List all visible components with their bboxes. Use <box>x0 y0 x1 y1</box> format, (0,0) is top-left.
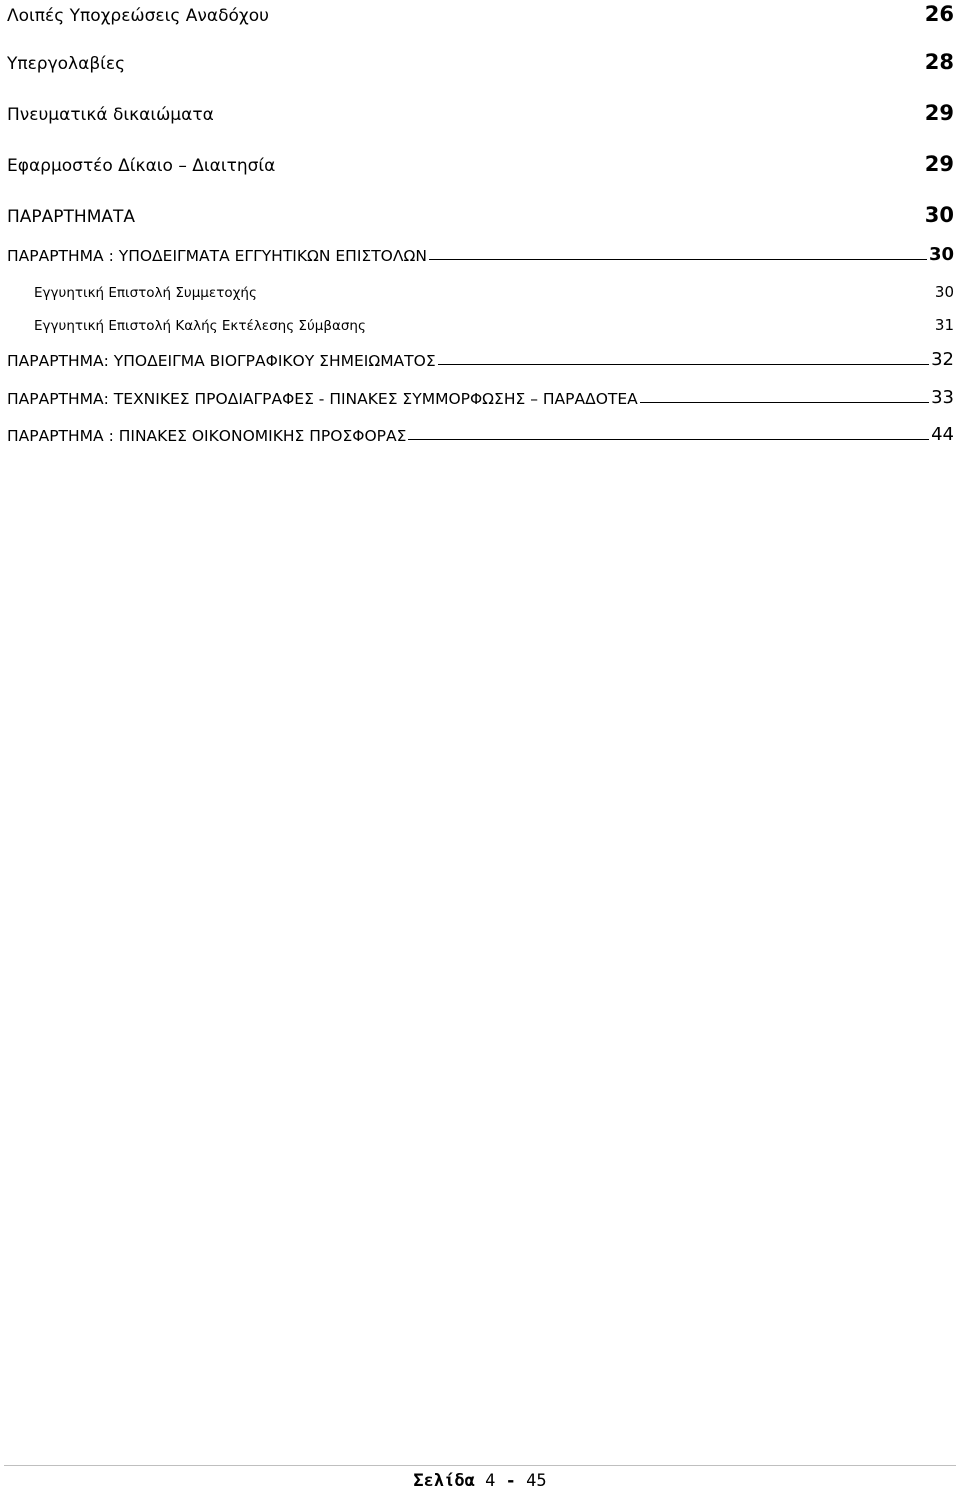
toc-entry-page: 30 <box>928 244 954 265</box>
toc-entry-appendix-cv-template[interactable] <box>7 346 954 370</box>
toc-leader <box>429 259 927 260</box>
toc-entry-participation-guarantee[interactable] <box>7 279 954 301</box>
page-footer <box>0 1471 960 1491</box>
footer-divider <box>4 1465 956 1466</box>
toc-entry-title: ΠΑΡΑΡΤΗΜΑ : ΠΙΝΑΚΕΣ ΟΙΚΟΝΟΜΙΚΗΣ ΠΡΟΣΦΟΡΑΣ <box>7 427 407 445</box>
toc-entry-subcontracting[interactable] <box>7 48 954 74</box>
toc-entry-page: 28 <box>924 50 954 74</box>
toc-entry-page: 31 <box>934 316 954 334</box>
toc-entry-page: 29 <box>924 152 954 176</box>
toc-entry-page: 29 <box>924 101 954 125</box>
toc-entry-appendices[interactable] <box>7 201 954 227</box>
toc-entry-title: ΠΑΡΑΡΤΗΜΑ: ΥΠΟΔΕΙΓΜΑ ΒΙΟΓΡΑΦΙΚΟΥ ΣΗΜΕΙΩΜΑΤΟΣ <box>7 352 436 370</box>
toc-leader <box>438 364 929 365</box>
toc-leader <box>408 439 929 440</box>
toc-entry-copyright[interactable] <box>7 99 954 125</box>
toc-entry-appendix-technical-specs[interactable] <box>7 384 954 408</box>
toc-entry-title: Λοιπές Υποχρεώσεις Αναδόχου <box>7 6 269 26</box>
toc-entry-page: 26 <box>924 2 954 26</box>
toc-entry-page: 32 <box>931 349 954 370</box>
footer-page-word: Σελίδα <box>413 1471 475 1491</box>
toc-entry-page: 30 <box>924 203 954 227</box>
toc-entry-title: Πνευματικά δικαιώματα <box>7 105 214 125</box>
toc-entry-appendix-financial-offer[interactable] <box>7 421 954 445</box>
toc-entry-appendix-guarantee-letters[interactable] <box>7 241 954 265</box>
toc-entry-title: Εφαρμοστέο Δίκαιο – Διαιτησία <box>7 156 276 176</box>
toc-entry-title: ΠΑΡΑΡΤΗΜΑΤΑ <box>7 207 136 227</box>
toc-entry-page: 33 <box>931 387 954 408</box>
toc-entry-title: ΠΑΡΑΡΤΗΜΑ : ΥΠΟΔΕΙΓΜΑΤΑ ΕΓΓΥΗΤΙΚΩΝ ΕΠΙΣΤΟΛΩΝ <box>7 247 427 265</box>
toc-entry-performance-guarantee[interactable] <box>7 312 954 334</box>
toc-entry-title: Υπεργολαβίες <box>7 54 126 74</box>
toc-entry-title: Εγγυητική Επιστολή Συμμετοχής <box>34 285 257 301</box>
footer-separator: - <box>505 1471 516 1491</box>
toc-entry-applicable-law[interactable] <box>7 150 954 176</box>
toc-entry-page: 44 <box>931 424 954 445</box>
toc-entry-title: ΠΑΡΑΡΤΗΜΑ: ΤΕΧΝΙΚΕΣ ΠΡΟΔΙΑΓΡΑΦΕΣ - ΠΙΝΑΚΕΣ ΣΥΜΜΟΡΦΩΣΗΣ – ΠΑΡΑΔΟΤΕΑ <box>7 390 638 408</box>
footer-page-total: 45 <box>526 1471 547 1491</box>
toc-entry-title: Εγγυητική Επιστολή Καλής Εκτέλεσης Σύμβασης <box>34 318 366 334</box>
toc-leader <box>640 402 929 403</box>
toc-entry-contractor-obligations[interactable] <box>7 0 954 26</box>
footer-page-current: 4 <box>485 1471 496 1491</box>
toc-entry-page: 30 <box>934 283 954 301</box>
